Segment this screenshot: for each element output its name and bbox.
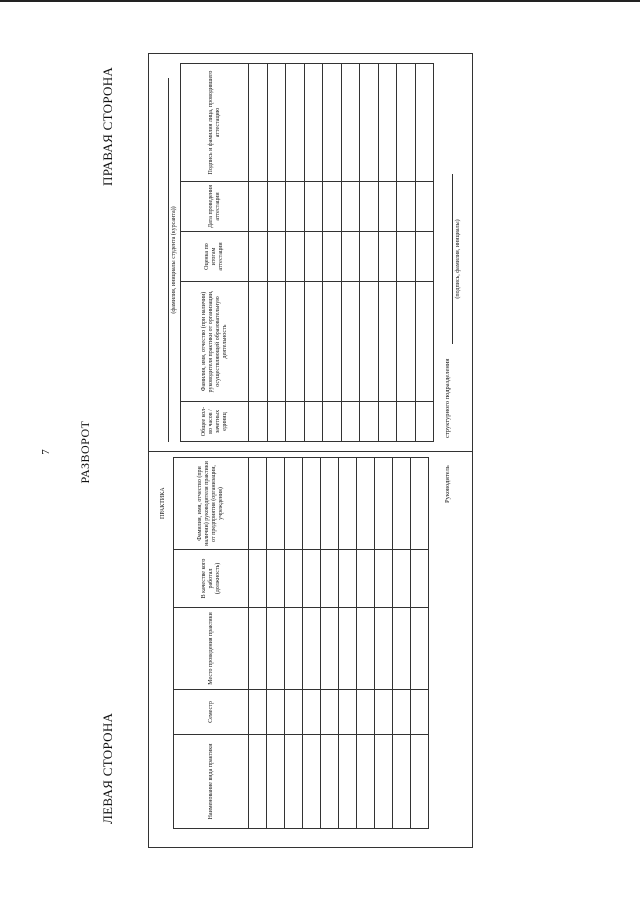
right-signature-caption: (подпись, фамилия, инициалы) [455,219,461,299]
table-cell[interactable] [286,64,305,182]
table-row [267,458,285,829]
left-col-header: Наименование вида практики [174,735,249,829]
right-practice-table [180,63,434,442]
left-page-heading: ПРАКТИКА [160,487,166,519]
table-cell[interactable] [285,608,303,690]
table-cell[interactable] [321,550,339,608]
table-cell[interactable] [321,458,339,550]
table-row [411,458,429,829]
table-cell[interactable] [393,735,411,829]
table-cell[interactable] [411,608,429,690]
table-cell[interactable] [415,402,434,442]
table-cell[interactable] [267,64,286,182]
table-cell[interactable] [267,182,286,232]
table-cell[interactable] [341,282,360,402]
table-cell[interactable] [249,232,268,282]
table-cell[interactable] [303,690,321,735]
table-cell[interactable] [357,550,375,608]
right-signature-line [452,174,453,344]
table-cell[interactable] [357,608,375,690]
table-row [249,458,267,829]
table-cell[interactable] [303,550,321,608]
table-cell[interactable] [321,608,339,690]
table-cell[interactable] [249,458,267,550]
table-row [397,64,416,442]
table-row [357,458,375,829]
table-cell[interactable] [378,64,397,182]
right-col-header: Общее кол-во часов / зачетных единиц [181,402,249,442]
table-cell[interactable] [267,232,286,282]
table-cell[interactable] [249,550,267,608]
table-cell[interactable] [411,550,429,608]
table-cell[interactable] [323,232,342,282]
right-col-header: Дата проведения аттестации [181,182,249,232]
table-cell[interactable] [341,182,360,232]
table-cell[interactable] [393,690,411,735]
table-cell[interactable] [249,402,268,442]
table-cell[interactable] [397,232,416,282]
spread-fold-divider [148,451,473,452]
right-side-label: ПРАВАЯ СТОРОНА [100,66,115,186]
table-cell[interactable] [378,232,397,282]
right-col-header: Оценка по итогам аттестации [181,232,249,282]
table-row [303,458,321,829]
table-cell[interactable] [378,282,397,402]
left-col-header: Место проведения практики [174,608,249,690]
table-cell[interactable] [267,690,285,735]
left-col-header: Семестр [174,690,249,735]
table-cell[interactable] [267,458,285,550]
table-row [286,64,305,442]
table-cell[interactable] [285,690,303,735]
table-cell[interactable] [267,735,285,829]
table-cell[interactable] [397,64,416,182]
table-cell[interactable] [339,458,357,550]
right-signature-label: структурного подразделения [444,358,451,438]
table-cell[interactable] [375,458,393,550]
table-row [323,64,342,442]
table-cell[interactable] [323,282,342,402]
table-cell[interactable] [323,64,342,182]
table-cell[interactable] [249,282,268,402]
table-cell[interactable] [285,458,303,550]
table-cell[interactable] [286,182,305,232]
table-cell[interactable] [341,64,360,182]
table-cell[interactable] [304,182,323,232]
table-cell[interactable] [323,182,342,232]
table-cell[interactable] [375,690,393,735]
table-cell[interactable] [357,735,375,829]
table-cell[interactable] [249,608,267,690]
table-row [285,458,303,829]
student-name-caption: (фамилия, инициалы студента (курсанта)) [171,206,177,314]
table-cell[interactable] [378,402,397,442]
table-cell[interactable] [375,608,393,690]
table-cell[interactable] [286,402,305,442]
left-practice-table [173,457,429,829]
table-cell[interactable] [286,282,305,402]
left-signature-label: Руководитель [444,465,451,503]
table-cell[interactable] [267,402,286,442]
table-cell[interactable] [249,182,268,232]
table-cell[interactable] [285,735,303,829]
table-row [415,64,434,442]
table-cell[interactable] [415,232,434,282]
table-cell[interactable] [360,232,379,282]
table-cell[interactable] [339,690,357,735]
table-cell[interactable] [415,282,434,402]
table-row [267,64,286,442]
table-cell[interactable] [267,550,285,608]
table-cell[interactable] [397,182,416,232]
table-cell[interactable] [339,735,357,829]
table-row [360,64,379,442]
right-col-header: Фамилия, имя, отчество (при наличии) руководителя практики от организации, осуществляющей образовательную деятельность [181,282,249,402]
table-cell[interactable] [321,735,339,829]
table-cell[interactable] [286,232,305,282]
table-row [393,458,411,829]
table-cell[interactable] [341,402,360,442]
table-cell[interactable] [323,402,342,442]
table-cell[interactable] [304,64,323,182]
table-row [378,64,397,442]
table-cell[interactable] [249,64,268,182]
table-row [339,458,357,829]
table-cell[interactable] [360,282,379,402]
table-cell[interactable] [393,550,411,608]
table-cell[interactable] [375,735,393,829]
page-number: 7 [40,449,52,455]
table-cell[interactable] [360,64,379,182]
table-cell[interactable] [339,608,357,690]
table-cell[interactable] [375,550,393,608]
table-cell[interactable] [267,608,285,690]
table-cell[interactable] [285,550,303,608]
table-row [341,64,360,442]
table-row [321,458,339,829]
left-side-label: ЛЕВАЯ СТОРОНА [100,712,115,824]
table-cell[interactable] [304,282,323,402]
table-row [249,64,268,442]
table-cell[interactable] [303,458,321,550]
table-cell[interactable] [304,402,323,442]
table-cell[interactable] [360,182,379,232]
table-cell[interactable] [411,458,429,550]
table-row [304,64,323,442]
table-cell[interactable] [341,232,360,282]
spread-title: РАЗВОРОТ [78,420,92,484]
table-cell[interactable] [357,690,375,735]
student-name-line [168,78,169,442]
table-cell[interactable] [411,690,429,735]
table-cell[interactable] [249,690,267,735]
left-col-header: Фамилия, имя, отчество (при наличии) руководителя практики от предприятия (организации, учреждения) [174,458,249,550]
table-cell[interactable] [303,735,321,829]
table-cell[interactable] [303,608,321,690]
table-cell[interactable] [393,458,411,550]
left-col-header: В качестве кого работал (должность) [174,550,249,608]
table-cell[interactable] [411,735,429,829]
table-cell[interactable] [321,690,339,735]
table-row [375,458,393,829]
table-cell[interactable] [415,64,434,182]
table-cell[interactable] [393,608,411,690]
table-cell[interactable] [304,232,323,282]
table-cell[interactable] [397,282,416,402]
right-col-header: Подпись и фамилия лица, проводившего аттестацию [181,64,249,182]
table-cell[interactable] [339,550,357,608]
table-cell[interactable] [397,402,416,442]
table-cell[interactable] [415,182,434,232]
table-cell[interactable] [249,735,267,829]
table-cell[interactable] [378,182,397,232]
table-cell[interactable] [360,402,379,442]
table-cell[interactable] [267,282,286,402]
table-cell[interactable] [357,458,375,550]
